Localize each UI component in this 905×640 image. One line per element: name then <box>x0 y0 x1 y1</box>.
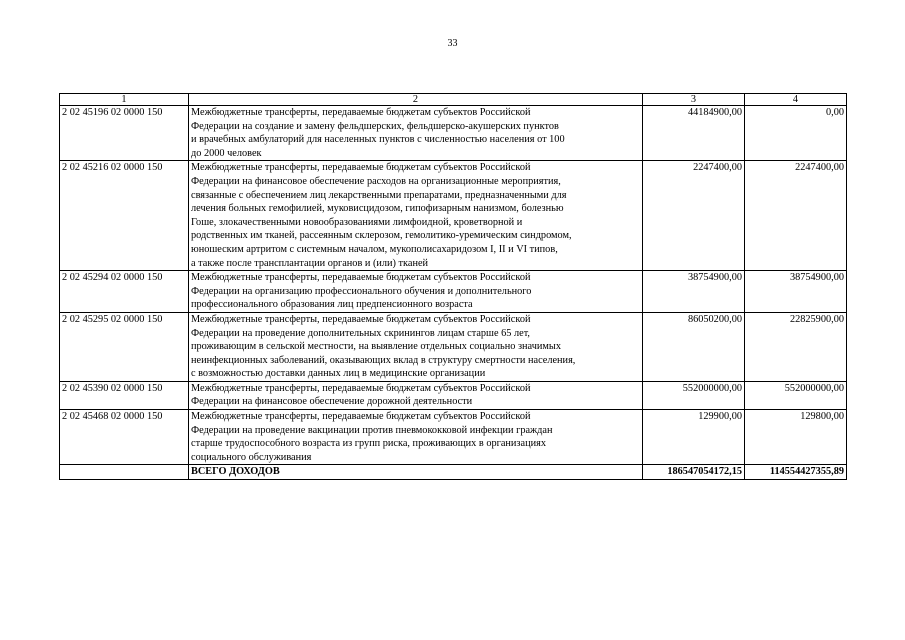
budget-code: 2 02 45390 02 0000 150 <box>60 381 189 409</box>
description-line: и врачебных амбулаторий для населенных пунктов с численностью населения от 100 <box>191 134 565 146</box>
description <box>189 312 643 381</box>
description-line: лечения больных гемофилией, муковисцидозом, гипофизарным нанизмом, болезнью <box>191 203 564 215</box>
table-row <box>60 312 847 381</box>
description-line: родственных им тканей, рассеянным склерозом, гемолитико-уремическим синдромом, <box>191 230 572 242</box>
description-line: Гоше, злокачественными новообразованиями лимфоидной, кроветворной и <box>191 216 523 228</box>
amount-column-4: 2247400,00 <box>745 161 847 271</box>
description-line: юношеским артритом с системным началом, мукополисахаридозом I, II и VI типов, <box>191 243 558 255</box>
budget-revenue-table <box>59 93 847 480</box>
description-line: неинфекционных заболеваний, оказывающих вклад в структуру смертности населения, <box>191 354 576 366</box>
amount-column-4: 0,00 <box>745 106 847 161</box>
total-column-4: 114554427355,89 <box>745 465 847 480</box>
table-row <box>60 381 847 409</box>
description-line: профессионального образования лиц предпенсионного возраста <box>191 299 473 311</box>
table-row <box>60 271 847 313</box>
description-line: Федерации на создание и замену фельдшерских, фельдшерско-акушерских пунктов <box>191 120 559 132</box>
table-row <box>60 410 847 465</box>
description-line: Межбюджетные трансферты, передаваемые бюджетам субъектов Российской <box>191 272 531 284</box>
amount-column-3: 44184900,00 <box>643 106 745 161</box>
description-line: Межбюджетные трансферты, передаваемые бюджетам субъектов Российской <box>191 411 531 423</box>
total-column-3: 186547054172,15 <box>643 465 745 480</box>
description-line: Федерации на проведение дополнительных скринингов лицам старше 65 лет, <box>191 327 531 339</box>
column-header-4: 4 <box>745 94 847 106</box>
description-line: Межбюджетные трансферты, передаваемые бюджетам субъектов Российской <box>191 162 531 174</box>
budget-code: 2 02 45216 02 0000 150 <box>60 161 189 271</box>
description-line: а также после трансплантации органов и (или) тканей <box>191 257 429 269</box>
table-row <box>60 106 847 161</box>
amount-column-3: 38754900,00 <box>643 271 745 313</box>
column-header-1: 1 <box>60 94 189 106</box>
description-line: до 2000 человек <box>191 147 262 159</box>
description <box>189 161 643 271</box>
column-header-3: 3 <box>643 94 745 106</box>
table-row <box>60 161 847 271</box>
amount-column-4: 552000000,00 <box>745 381 847 409</box>
description-line: Межбюджетные трансферты, передаваемые бюджетам субъектов Российской <box>191 382 531 394</box>
description-line: проживающим в сельской местности, на выявление отдельных социально значимых <box>191 341 561 353</box>
total-row <box>60 465 847 480</box>
description-line: социального обслуживания <box>191 451 312 463</box>
amount-column-4: 129800,00 <box>745 410 847 465</box>
budget-code: 2 02 45295 02 0000 150 <box>60 312 189 381</box>
amount-column-3: 552000000,00 <box>643 381 745 409</box>
description-line: с возможностью доставки данных лиц в медицинские организации <box>191 368 486 380</box>
description-line: Федерации на финансовое обеспечение расходов на организационные мероприятия, <box>191 175 561 187</box>
total-label: ВСЕГО ДОХОДОВ <box>189 465 643 480</box>
description <box>189 106 643 161</box>
table-body <box>60 106 847 480</box>
budget-code: 2 02 45196 02 0000 150 <box>60 106 189 161</box>
description-line: Федерации на проведение вакцинации против пневмококковой инфекции граждан <box>191 424 553 436</box>
total-code <box>60 465 189 480</box>
description-line: старше трудоспособного возраста из групп риска, проживающих в организациях <box>191 438 546 450</box>
amount-column-3: 86050200,00 <box>643 312 745 381</box>
description <box>189 271 643 313</box>
description-line: Федерации на финансовое обеспечение дорожной деятельности <box>191 396 473 408</box>
table-header-row <box>60 94 847 106</box>
budget-code: 2 02 45468 02 0000 150 <box>60 410 189 465</box>
description <box>189 410 643 465</box>
description-line: Федерации на организацию профессионального обучения и дополнительного <box>191 285 532 297</box>
amount-column-3: 2247400,00 <box>643 161 745 271</box>
description-line: связанные с обеспечением лиц лекарственными препаратами, предназначенными для <box>191 189 567 201</box>
page-number: 33 <box>447 38 458 49</box>
column-header-2: 2 <box>189 94 643 106</box>
amount-column-3: 129900,00 <box>643 410 745 465</box>
description-line: Межбюджетные трансферты, передаваемые бюджетам субъектов Российской <box>191 107 531 118</box>
description-line: Межбюджетные трансферты, передаваемые бюджетам субъектов Российской <box>191 313 531 325</box>
amount-column-4: 22825900,00 <box>745 312 847 381</box>
budget-code: 2 02 45294 02 0000 150 <box>60 271 189 313</box>
description <box>189 381 643 409</box>
amount-column-4: 38754900,00 <box>745 271 847 313</box>
